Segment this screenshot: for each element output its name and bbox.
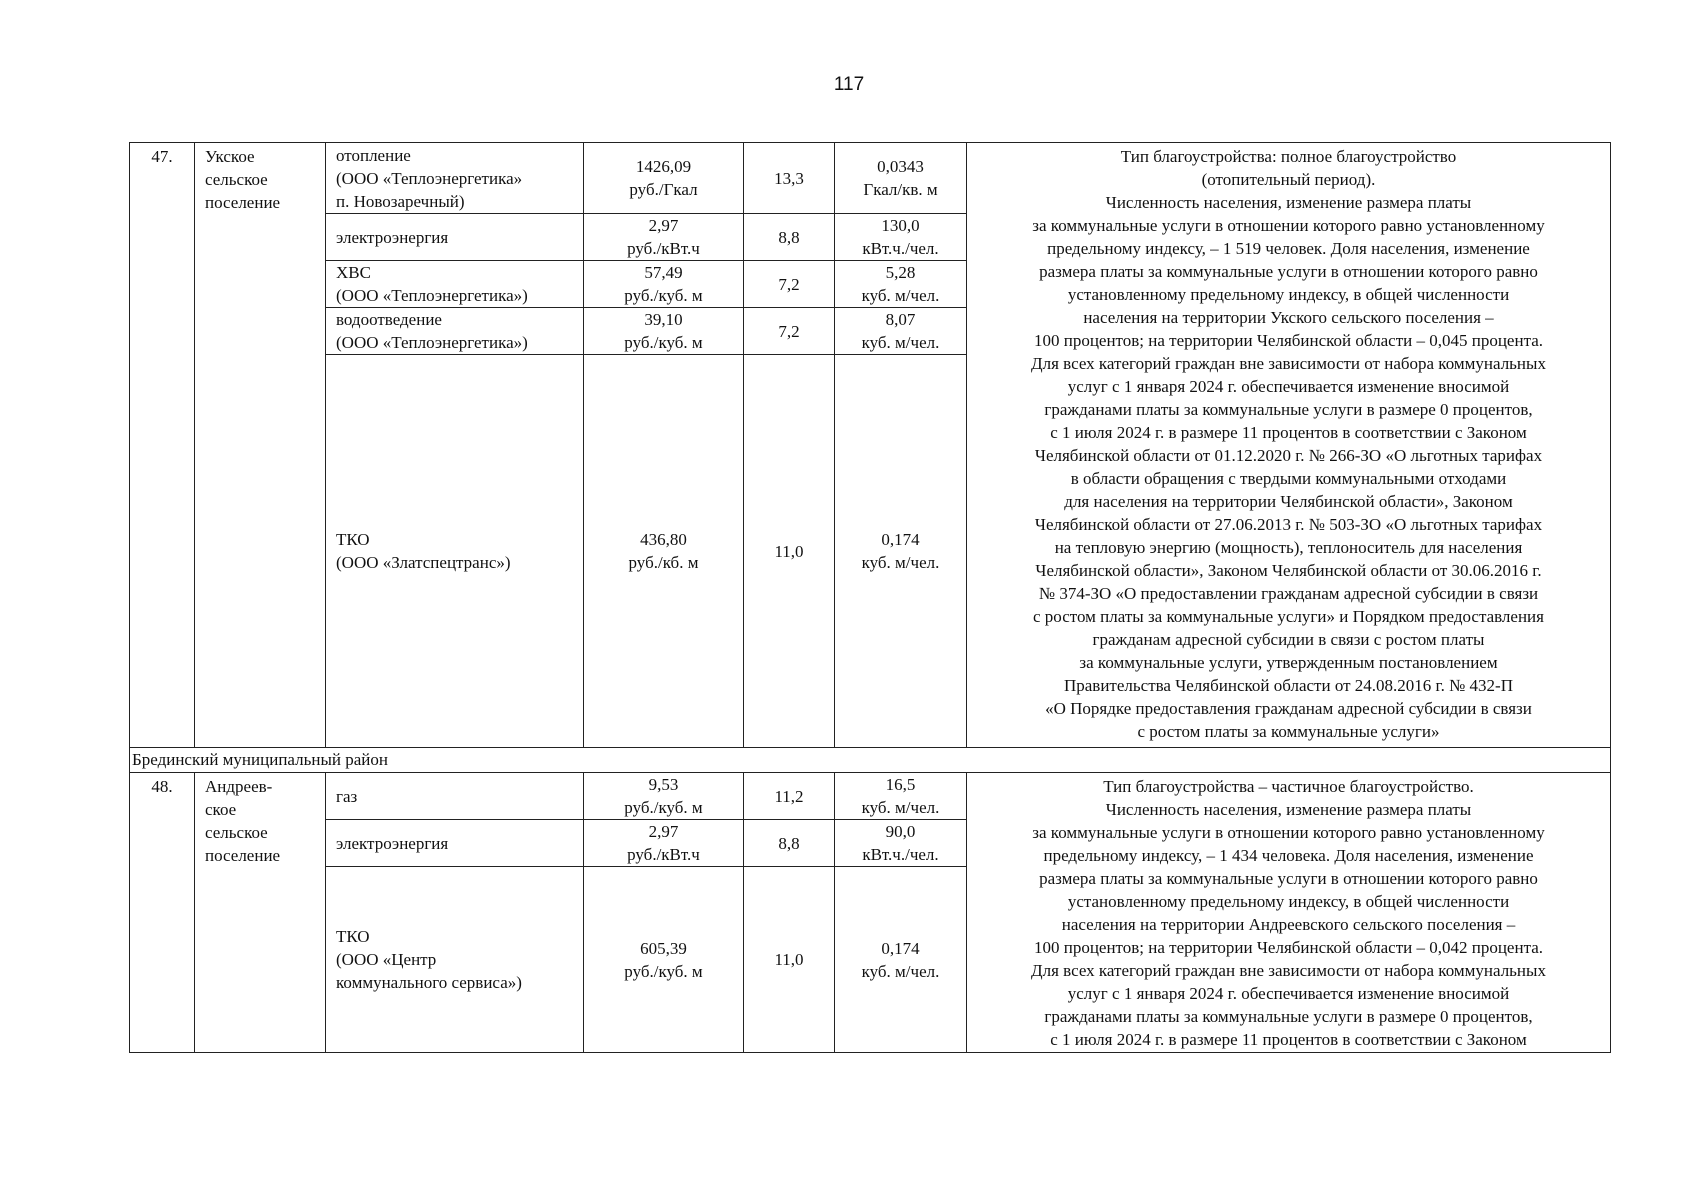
norm-cell	[835, 261, 967, 308]
note-line: услуг с 1 января 2024 г. обеспечивается изменение вносимой	[1067, 377, 1510, 396]
note-line: населения на территории Укского сельского поселения –	[1083, 308, 1494, 327]
norm-cell	[835, 355, 967, 748]
tariff-unit: руб./кВт.ч	[627, 239, 700, 258]
table-row	[130, 773, 1611, 820]
tariff-unit: руб./куб. м	[624, 333, 703, 352]
tariff-unit: руб./Гкал	[629, 180, 698, 199]
tariff-value: 436,80	[640, 530, 687, 549]
note-line: на тепловую энергию (мощность), теплоноситель для населения	[1054, 538, 1523, 557]
note-line: за коммунальные услуги в отношении которого равно установленному	[1032, 216, 1545, 235]
norm-cell	[835, 773, 967, 820]
index-value: 13,3	[744, 143, 835, 214]
note-line: Для всех категорий граждан вне зависимости от набора коммунальных	[1031, 961, 1546, 980]
note-line: услуг с 1 января 2024 г. обеспечивается изменение вносимой	[1067, 984, 1510, 1003]
tariff-value: 57,49	[644, 263, 683, 282]
tariff-cell	[584, 773, 744, 820]
note-line: предельному индексу, – 1 434 человека. Доля населения, изменение	[1043, 846, 1534, 865]
tariff-cell	[584, 261, 744, 308]
note-cell	[967, 773, 1611, 1053]
tariff-cell	[584, 308, 744, 355]
note-line: в области обращения с твердыми коммунальными отходами	[1070, 469, 1507, 488]
note-cell	[967, 143, 1611, 748]
index-value: 7,2	[744, 308, 835, 355]
tariff-table	[129, 142, 1611, 1053]
settlement-name: Укское сельское поселение	[195, 143, 326, 748]
note-line: с 1 июля 2024 г. в размере 11 процентов в соответствии с Законом	[1050, 423, 1527, 442]
tariff-value: 9,53	[648, 775, 679, 794]
service-name: ТКО (ООО «Златспецтранс»)	[326, 355, 584, 748]
norm-unit: куб. м/чел.	[861, 333, 940, 352]
norm-unit: куб. м/чел.	[861, 553, 940, 572]
norm-value: 90,0	[885, 822, 916, 841]
note-line: с ростом платы за коммунальные услуги» и Порядком предоставления	[1033, 607, 1544, 626]
norm-unit: кВт.ч./чел.	[862, 239, 939, 258]
note-line: Тип благоустройства: полное благоустройство	[1120, 147, 1457, 166]
norm-unit: Гкал/кв. м	[863, 180, 938, 199]
index-value: 11,2	[744, 773, 835, 820]
row-number: 47.	[130, 143, 195, 748]
norm-cell	[835, 143, 967, 214]
norm-cell	[835, 214, 967, 261]
tariff-cell	[584, 867, 744, 1053]
note-line: с 1 июля 2024 г. в размере 11 процентов в соответствии с Законом	[1050, 1030, 1527, 1049]
tariff-value: 605,39	[640, 938, 687, 958]
service-name: ТКО (ООО «Центр коммунального сервиса»)	[326, 867, 584, 1053]
norm-value: 0,0343	[877, 157, 924, 176]
page-number: 117	[833, 74, 865, 95]
tariff-unit: руб./кб. м	[628, 553, 699, 572]
district-row	[130, 748, 1611, 773]
tariff-value: 1426,09	[635, 157, 692, 176]
norm-cell	[835, 308, 967, 355]
norm-value: 0,174	[881, 530, 920, 549]
tariff-value: 2,97	[648, 822, 679, 841]
note-line: № 374-ЗО «О предоставлении гражданам адресной субсидии в связи	[1038, 584, 1539, 603]
index-value: 11,0	[744, 867, 835, 1053]
tariff-cell	[584, 143, 744, 214]
service-name: водоотведение (ООО «Теплоэнергетика»)	[326, 308, 584, 355]
note-line: гражданами платы за коммунальные услуги в размере 0 процентов,	[1044, 1007, 1533, 1026]
norm-value: 8,07	[885, 310, 916, 329]
note-line: Челябинской области от 27.06.2013 г. № 503-ЗО «О льготных тарифах	[1034, 515, 1543, 534]
note-line: Челябинской области», Законом Челябинской области от 30.06.2016 г.	[1035, 561, 1542, 580]
index-value: 11,0	[744, 355, 835, 748]
norm-value: 5,28	[885, 263, 916, 282]
norm-value: 130,0	[881, 216, 920, 235]
norm-cell	[835, 820, 967, 867]
service-name: отопление (ООО «Теплоэнергетика» п. Новозаречный)	[326, 143, 584, 214]
tariff-unit: руб./куб. м	[624, 798, 703, 817]
tariff-unit: руб./куб. м	[624, 286, 703, 305]
note-line: 100 процентов; на территории Челябинской области – 0,045 процента.	[1033, 331, 1544, 350]
note-line: Численность населения, изменение размера платы	[1105, 800, 1472, 819]
row-number: 48.	[130, 773, 195, 1053]
note-line: Численность населения, изменение размера платы	[1105, 193, 1472, 212]
note-line: Для всех категорий граждан вне зависимости от набора коммунальных	[1031, 354, 1546, 373]
note-line: Челябинской области от 01.12.2020 г. № 266-ЗО «О льготных тарифах	[1034, 446, 1543, 465]
note-line: 100 процентов; на территории Челябинской области – 0,042 процента.	[1033, 938, 1544, 957]
tariff-cell	[584, 214, 744, 261]
note-line: предельному индексу, – 1 519 человек. Доля населения, изменение	[1047, 239, 1530, 258]
settlement-name: Андреев- ское сельское поселение	[195, 773, 326, 1053]
tariff-unit: руб./кВт.ч	[627, 845, 700, 864]
norm-unit: куб. м/чел.	[861, 286, 940, 305]
note-line: Правительства Челябинской области от 24.08.2016 г. № 432-П	[1063, 676, 1513, 695]
index-value: 7,2	[744, 261, 835, 308]
tariff-value: 2,97	[648, 216, 679, 235]
norm-cell	[835, 867, 967, 1053]
tariff-value: 39,10	[644, 310, 683, 329]
note-line: «О Порядке предоставления гражданам адресной субсидии в связи	[1045, 699, 1532, 718]
note-line: для населения на территории Челябинской области», Законом	[1064, 492, 1513, 511]
norm-value: 16,5	[885, 775, 916, 794]
norm-unit: куб. м/чел.	[861, 961, 940, 981]
tariff-unit: руб./куб. м	[624, 961, 703, 981]
note-line: установленному предельному индексу, в общей численности	[1067, 285, 1510, 304]
note-line: с ростом платы за коммунальные услуги»	[1137, 722, 1440, 741]
note-line: за коммунальные услуги, утвержденным постановлением	[1079, 653, 1498, 672]
table-row	[130, 143, 1611, 214]
service-name: газ	[326, 773, 584, 820]
note-line: (отопительный период).	[1201, 170, 1376, 189]
service-name: ХВС (ООО «Теплоэнергетика»)	[326, 261, 584, 308]
note-line: за коммунальные услуги в отношении которого равно установленному	[1032, 823, 1545, 842]
norm-unit: куб. м/чел.	[861, 798, 940, 817]
tariff-cell	[584, 820, 744, 867]
note-line: размера платы за коммунальные услуги в отношении которого равно	[1039, 869, 1538, 888]
note-line: гражданами платы за коммунальные услуги в размере 0 процентов,	[1044, 400, 1533, 419]
index-value: 8,8	[744, 214, 835, 261]
service-name: электроэнергия	[326, 214, 584, 261]
index-value: 8,8	[744, 820, 835, 867]
norm-value: 0,174	[881, 938, 920, 958]
tariff-cell	[584, 355, 744, 748]
note-line: установленному предельному индексу, в общей численности	[1067, 892, 1510, 911]
note-line: Тип благоустройства – частичное благоустройство.	[1103, 777, 1474, 796]
service-name: электроэнергия	[326, 820, 584, 867]
district-name: Брединский муниципальный район	[130, 748, 1611, 773]
note-line: населения на территории Андреевского сельского поселения –	[1061, 915, 1516, 934]
norm-unit: кВт.ч./чел.	[862, 845, 939, 864]
note-line: размера платы за коммунальные услуги в отношении которого равно	[1039, 262, 1538, 281]
note-line: гражданам адресной субсидии в связи с ростом платы	[1092, 630, 1485, 649]
